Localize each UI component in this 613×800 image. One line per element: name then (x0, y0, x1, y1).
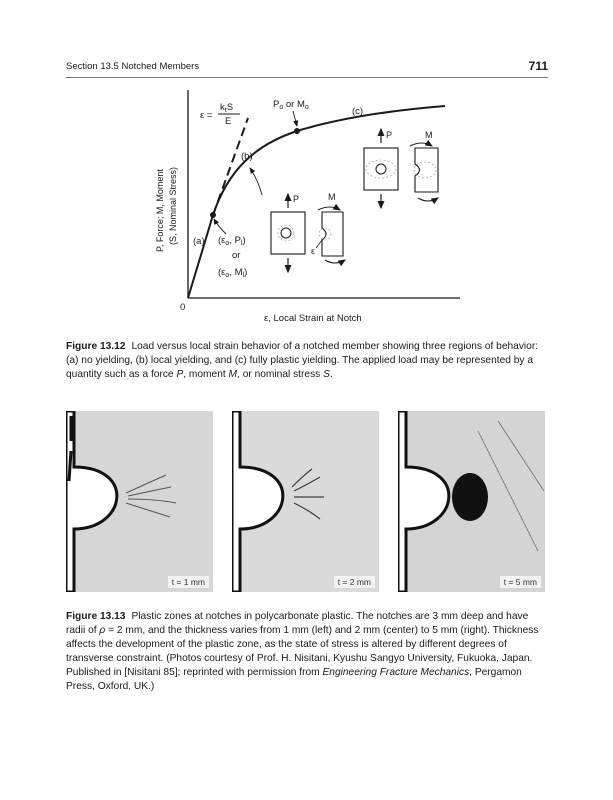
figure-label: Figure 13.13 (66, 611, 126, 622)
load-curve (188, 106, 445, 298)
load-p-label: P (293, 194, 300, 204)
thickness-tag: t = 5 mm (500, 576, 541, 588)
moment-m-label: M (328, 192, 336, 202)
plastic-point (294, 128, 300, 134)
y-axis-label-1: P, Force; M, Moment (155, 169, 165, 252)
point-label-or: or (232, 250, 241, 261)
region-a-label: (a) (193, 236, 205, 247)
region-c-label: (c) (352, 106, 364, 117)
po-mo-label: $P_o$ or $M_o$ (273, 99, 309, 111)
eq-lhs: ε = (200, 110, 213, 121)
eq-denominator: E (225, 116, 232, 127)
moment-m-label-c: M (425, 130, 433, 140)
specimen-c-axial (364, 129, 398, 208)
load-p-label-c: P (386, 130, 393, 140)
eq-numerator: $k_tS$ (220, 102, 234, 114)
photo-t1 (66, 411, 213, 592)
region-b-label: (b) (241, 151, 253, 162)
specimen-c-bending (410, 130, 438, 201)
specimen-b-axial (271, 194, 305, 272)
section-title: Section 13.5 Notched Members (66, 61, 200, 72)
eps-small-label: ε (311, 246, 316, 256)
figure-label: Figure 13.12 (66, 341, 126, 352)
figure-13-13-caption: Figure 13.13 Plastic zones at notches in polycarbonate plastic. The notches are 3 mm deep and have radii of ρ = 2 mm, and the thickness varies from 1 mm (left) and 2 mm (center) to 5 mm (right). Thickness affects the development of the plastic zone, as the state of stress is altered by different degrees of transverse constraint. (Photos courtesy of Prof. H. Nisitani, Kyushu Sangyo University, Fukuoka, Japan. Published in [Nisitani 85]; reprinted with permission from Engineering Fracture Mechanics, Pergamon Press, Oxford, UK.) (66, 611, 539, 692)
figure-13-12-caption: Figure 13.12 Load versus local strain behavior of a notched member showing three regions of behavior: (a) no yielding, (b) local yielding, and (c) fully plastic yielding. The applied load may be represented by a quantity such as a force P, moment M, or nominal stress S. (66, 341, 539, 380)
thickness-tag: t = 2 mm (334, 576, 375, 588)
x-axis-label: ε, Local Strain at Notch (264, 313, 362, 324)
origin-label: 0 (180, 302, 186, 313)
photo-t5 (398, 411, 545, 592)
thickness-tag: t = 1 mm (168, 576, 209, 588)
point-label-load: ($\varepsilon_o$, $P_l$) (218, 235, 246, 247)
yield-point (210, 212, 216, 218)
photo-t2 (232, 411, 379, 592)
page-number: 711 (528, 59, 548, 73)
point-label-moment: ($\varepsilon_o$, $M_l$) (218, 267, 248, 279)
specimen-b-bending (311, 192, 345, 263)
y-axis-label-2: (S, Nominal Stress) (168, 166, 178, 245)
